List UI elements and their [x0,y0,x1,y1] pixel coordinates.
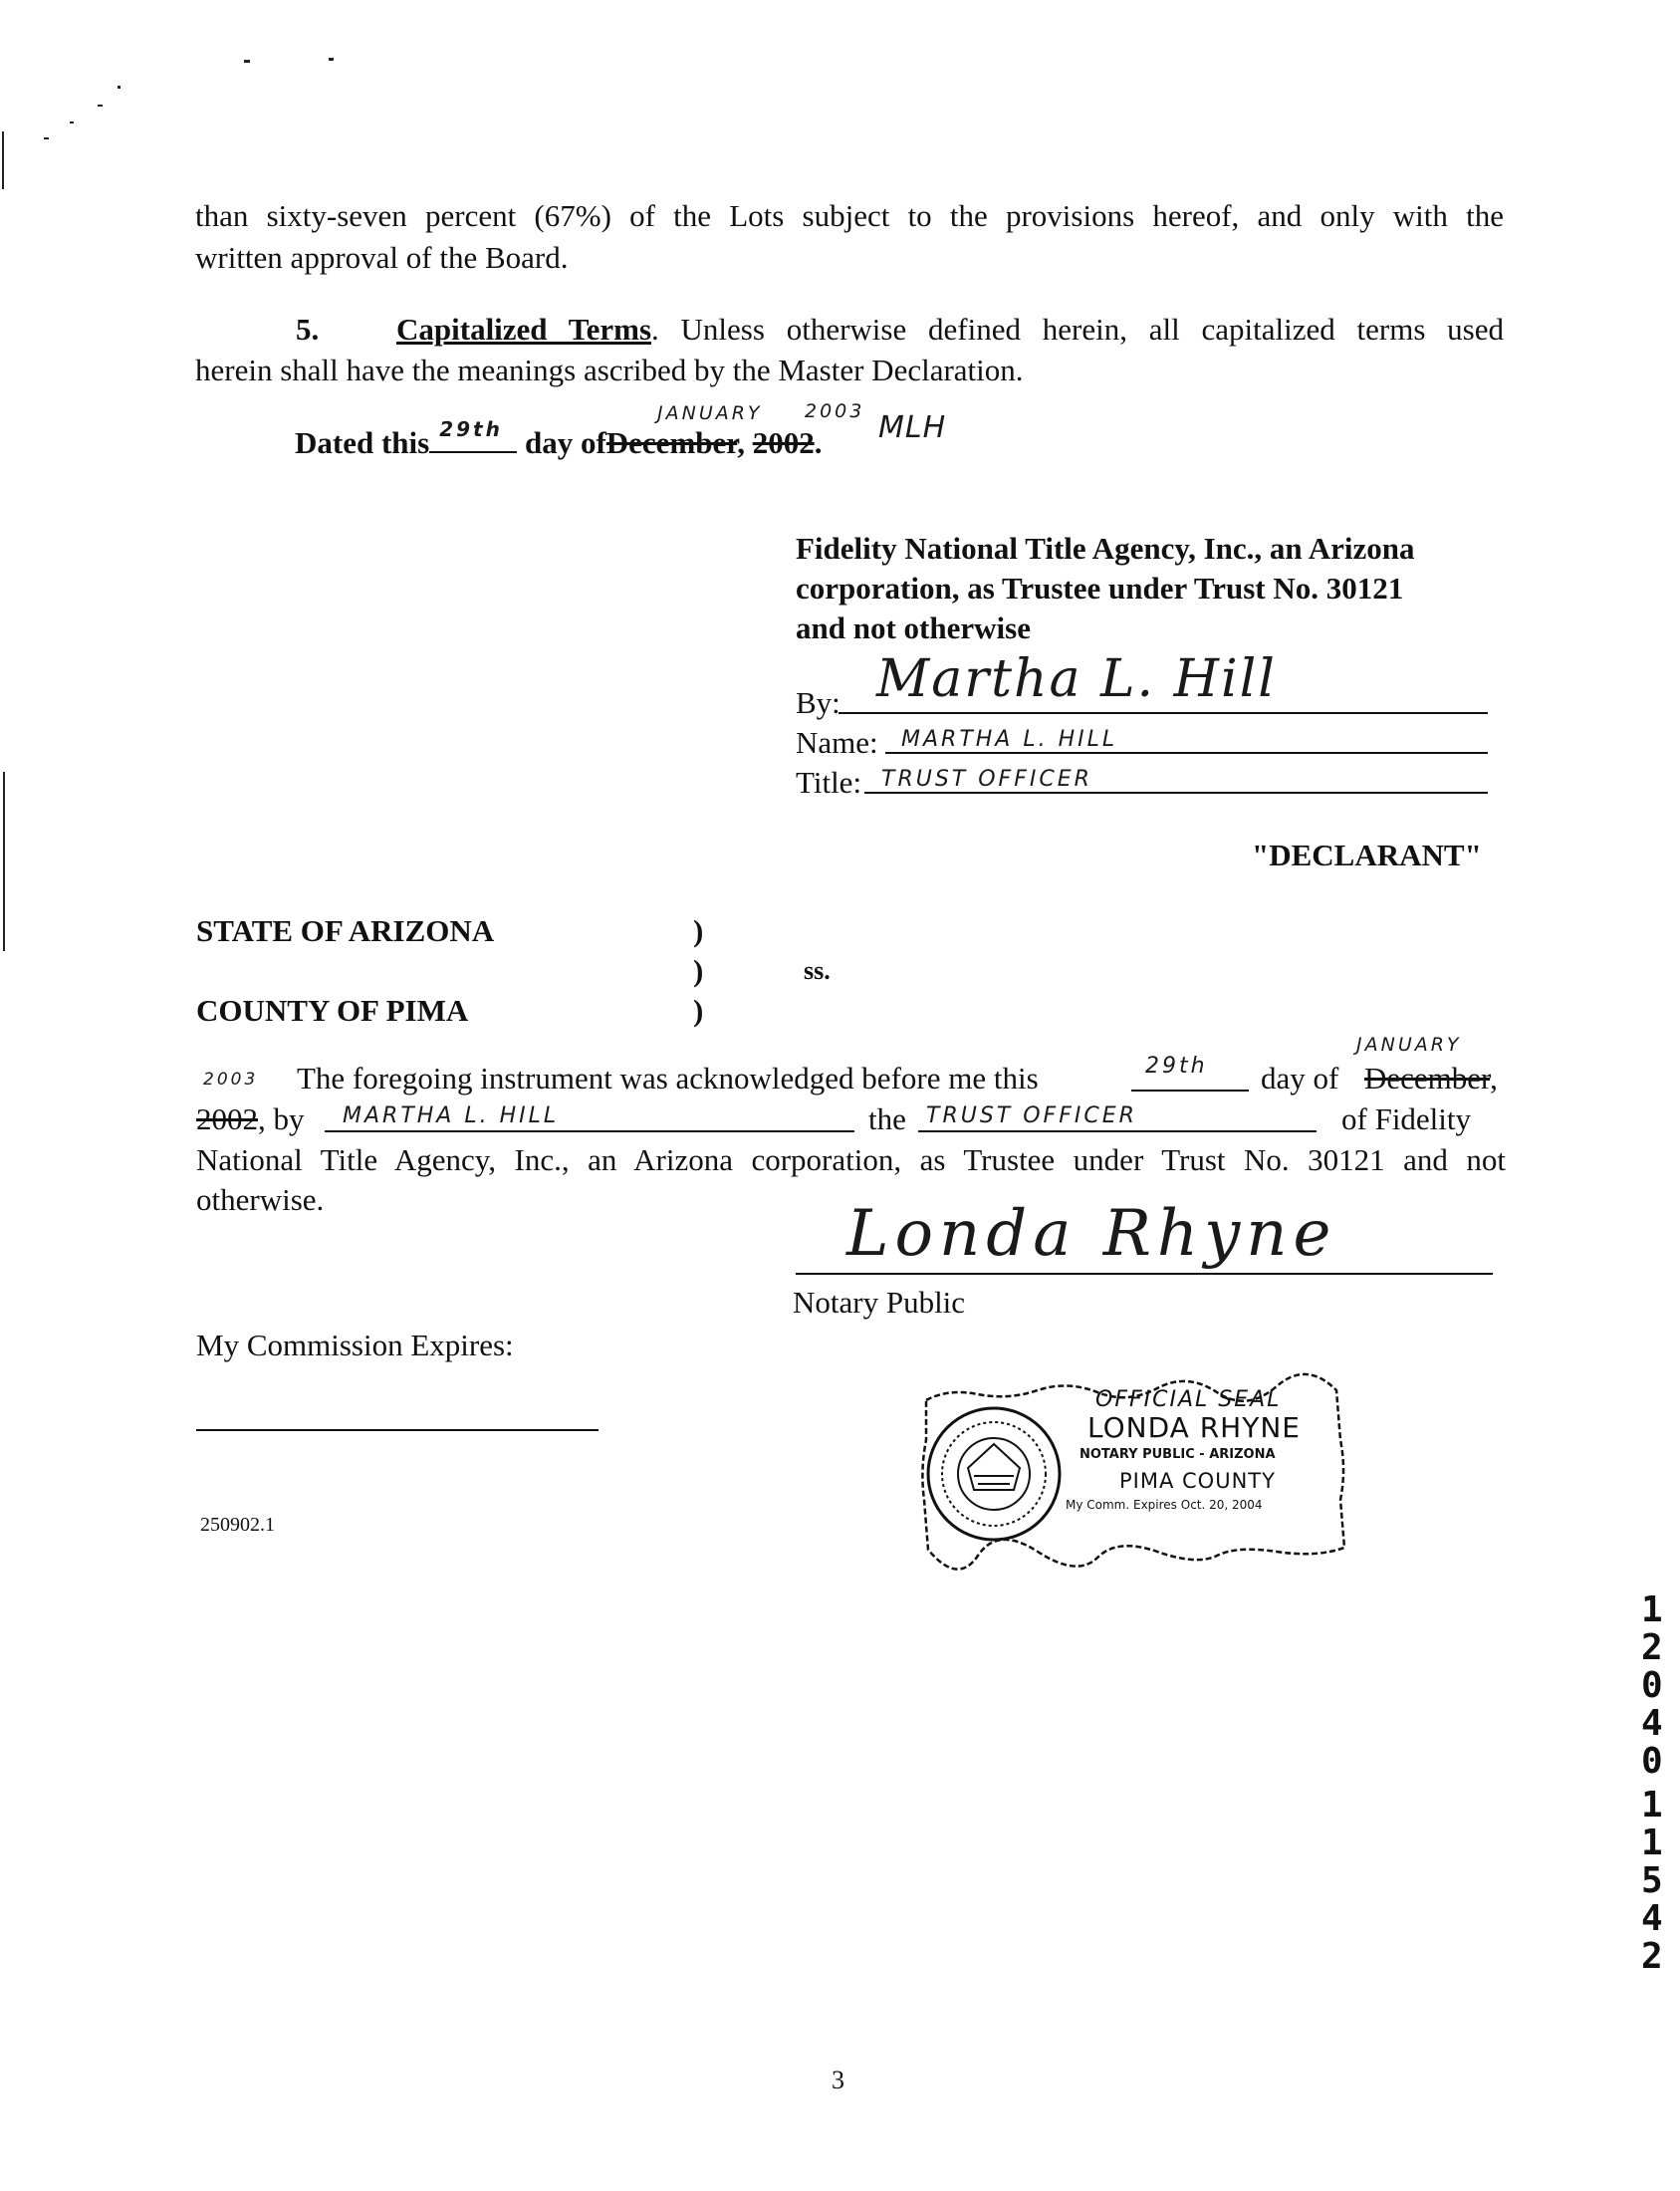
recording-digit: 0 [1641,1741,1663,1782]
venue-paren-1: ) [693,913,704,948]
recording-digit: 1 [1641,1785,1663,1826]
seal-emblem-lines [974,1476,1014,1484]
recording-digit: 5 [1641,1860,1663,1901]
page-number: 3 [832,2066,844,2094]
dated-initials: MLH [878,410,947,445]
scan-speck [44,137,49,139]
dated-month-struck: December [605,425,738,460]
ack-name-line [325,1130,854,1132]
declarant-label: "DECLARANT" [1252,838,1482,872]
recording-digit: 2 [1641,1936,1663,1977]
ack-line-3: National Title Agency, Inc., an Arizona corporation, as Trustee under Trust No. 30121 and not [196,1142,1506,1177]
notary-public-label: Notary Public [793,1285,966,1320]
recording-digit: 4 [1641,1703,1663,1744]
seal-name: LONDA RHYNE [1087,1411,1301,1444]
seal-outer-circle [928,1408,1060,1540]
title-handwritten: TRUST OFFICER [881,767,1092,792]
seal-notary-arizona: NOTARY PUBLIC - ARIZONA [1080,1447,1276,1462]
ack-name-handwritten: MARTHA L. HILL [343,1103,560,1128]
by-label: By: [796,685,840,720]
venue-county: COUNTY OF PIMA [196,993,469,1028]
section-5-line-1 [396,309,1504,350]
dated-month-handwritten: JANUARY [657,402,763,424]
dated-mid: day of [524,425,606,460]
title-line [864,792,1488,794]
seal-county: PIMA COUNTY [1119,1469,1276,1493]
dated-comma: , [737,425,745,460]
ack-title-line [918,1130,1317,1132]
venue-paren-3: ) [693,993,704,1028]
document-id: 250902.1 [200,1514,275,1536]
section-5-heading: Capitalized Terms [396,312,652,347]
notary-signature-line [796,1273,1493,1275]
seal-expiration: My Comm. Expires Oct. 20, 2004 [1066,1498,1263,1512]
name-handwritten: MARTHA L. HILL [901,727,1118,752]
commission-expires-line [196,1429,599,1431]
dated-year-struck: 2002 [752,425,815,460]
section-5-line-2: herein shall have the meanings ascribed by the Master Declaration. [195,353,1024,387]
title-label: Title: [796,765,862,800]
notary-signature: Londa Rhyne [846,1197,1337,1271]
ack-the: the [868,1101,906,1136]
signatory-line-1: Fidelity National Title Agency, Inc., an Arizona [796,531,1415,566]
ack-of-fidelity: of Fidelity [1341,1101,1472,1136]
ack-month-struck-wrap [1364,1058,1498,1098]
dated-day-blank [429,417,517,453]
signatory-line-2: corporation, as Trustee under Trust No. 30121 [796,571,1404,606]
ack-by: , by [258,1101,305,1136]
name-label: Name: [796,725,878,760]
venue-state: STATE OF ARIZONA [196,913,495,948]
ack-title-handwritten: TRUST OFFICER [926,1103,1137,1128]
dated-line [295,417,823,463]
recording-digit: 4 [1641,1898,1663,1939]
scan-edge-mark [3,772,5,951]
scan-speck [98,105,103,107]
scan-edge-mark [2,131,4,189]
ack-line-2-start [196,1098,305,1139]
recording-digit: 1 [1641,1823,1663,1863]
ack-day-line [1131,1090,1249,1092]
seal-official-seal: OFFICIAL SEAL [1095,1387,1282,1412]
scan-speck [329,58,334,61]
section-5-text: . Unless otherwise defined herein, all capitalized terms used [651,312,1504,347]
dated-day-handwritten: 29th [439,417,503,441]
section-5-number: 5. [296,312,320,347]
venue-paren-2: ) [693,953,704,988]
ack-line-1: The foregoing instrument was acknowledged before me this [297,1061,1039,1096]
recording-digit: 0 [1641,1665,1663,1706]
signatory-line-3: and not otherwise [796,610,1031,645]
ack-line-4: otherwise. [196,1182,325,1217]
dated-year-handwritten: 2003 [805,400,865,422]
ack-year-struck: 2002 [196,1101,258,1136]
ack-year-handwritten: 2003 [203,1070,259,1090]
scan-speck [244,60,250,63]
ack-month-handwritten: JANUARY [1356,1034,1462,1056]
dated-prefix: Dated this [295,425,430,460]
recording-digit: 2 [1641,1627,1663,1668]
scan-speck [70,122,74,123]
paragraph-tail-line-2: written approval of the Board. [195,240,569,275]
ack-comma: , [1490,1061,1498,1096]
by-signature-line [839,712,1488,714]
venue-ss: ss. [804,956,831,985]
commission-expires-label: My Commission Expires: [196,1328,514,1362]
by-signature: Martha L. Hill [876,649,1277,709]
paragraph-tail-line-1: than sixty-seven percent (67%) of the Lots subject to the provisions hereof, and only with the [195,198,1504,233]
recording-digit: 1 [1641,1589,1663,1630]
ack-month-struck: December [1364,1061,1491,1096]
name-line [885,752,1488,754]
scan-speck [118,86,120,89]
ack-day-of: day of [1261,1061,1339,1096]
ack-day-handwritten: 29th [1145,1054,1208,1079]
dated-period: . [814,425,823,460]
